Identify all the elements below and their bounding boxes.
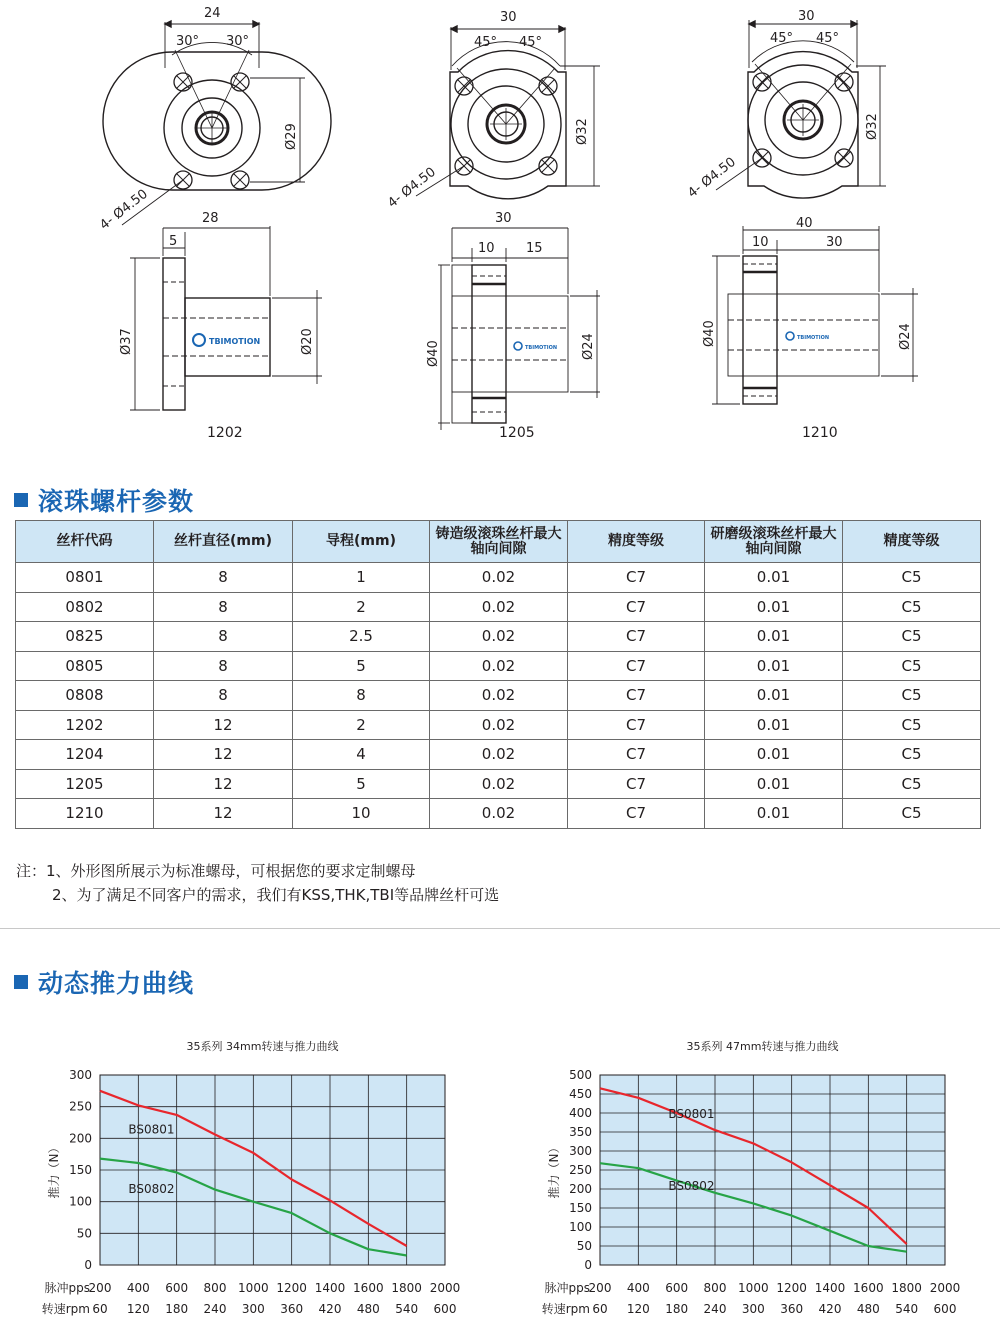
series-label: BS0801: [128, 1122, 175, 1137]
cell-diameter: 12: [154, 710, 293, 740]
y-tick-label: 350: [569, 1125, 592, 1139]
cell-diameter: 12: [154, 799, 293, 829]
ballscrew-spec-table: [15, 520, 981, 829]
dim-1210-angle-left: 45°: [770, 31, 794, 46]
cell-diameter: 8: [154, 622, 293, 652]
cell-code: 1205: [16, 769, 154, 799]
y-tick-label: 50: [576, 1239, 592, 1253]
y-tick-label: 100: [69, 1194, 92, 1209]
nut-1210-side-view: [712, 226, 918, 404]
x-tick-rpm: 420: [818, 1302, 842, 1316]
cell-ground-backlash: 0.01: [705, 740, 843, 770]
model-1210: 1210: [802, 425, 838, 441]
cell-lead: 10: [293, 799, 430, 829]
x-tick-pps: 1800: [391, 1281, 422, 1295]
x-tick-rpm: 360: [780, 1302, 804, 1316]
thrust-chart-34mm: [0, 1030, 500, 1322]
dim-1202-angle-left: 30°: [176, 34, 200, 49]
y-tick-label: 0: [84, 1258, 92, 1272]
table-body: [16, 563, 981, 829]
y-tick-label: 200: [69, 1131, 92, 1146]
section-title-thrust-curves: [14, 964, 194, 1000]
dim-1205-body: Ø24: [581, 333, 596, 360]
note-line-2: 2、为了满足不同客户的需求，我们有KSS,THK,TBI等品牌丝杆可选: [52, 886, 500, 904]
x-tick-rpm: 240: [203, 1302, 227, 1316]
dim-1210-body: Ø24: [898, 323, 913, 350]
dim-1205-body-len: 15: [526, 241, 543, 256]
dim-1202-outer: Ø37: [119, 328, 134, 355]
cell-diameter: 8: [154, 592, 293, 622]
dim-1210-length: 40: [796, 216, 813, 231]
cell-diameter: 8: [154, 563, 293, 593]
y-tick-label: 450: [569, 1087, 592, 1101]
thrust-chart-47mm: [500, 1030, 1000, 1322]
series-label: BS0802: [668, 1179, 715, 1194]
cell-rolled-backlash: 0.02: [430, 563, 568, 593]
cell-code: 0805: [16, 651, 154, 681]
chart-title: 35系列 34mm转速与推力曲线: [186, 1040, 339, 1053]
x-tick-rpm: 600: [433, 1302, 457, 1316]
cell-lead: 4: [293, 740, 430, 770]
y-tick-label: 100: [569, 1220, 592, 1234]
cell-lead: 5: [293, 651, 430, 681]
x-tick-rpm: 60: [92, 1302, 108, 1316]
cell-rolled-grade: C7: [568, 592, 705, 622]
cell-lead: 8: [293, 681, 430, 711]
dim-1210-body-len: 30: [826, 235, 843, 250]
cell-ground-backlash: 0.01: [705, 681, 843, 711]
cell-rolled-backlash: 0.02: [430, 622, 568, 652]
x-tick-pps: 1000: [738, 1281, 769, 1295]
nut-1202-side-view: [130, 226, 322, 410]
dim-1202-length: 28: [202, 211, 219, 226]
cell-rolled-grade: C7: [568, 740, 705, 770]
x-tick-pps: 2000: [929, 1281, 961, 1295]
cell-ground-grade: C5: [843, 622, 981, 652]
nut-1210-top-view: [716, 20, 886, 198]
dim-1210-pcd: Ø32: [865, 113, 880, 140]
cell-rolled-backlash: 0.02: [430, 681, 568, 711]
dim-1202-flange: 5: [169, 234, 178, 249]
cell-ground-grade: C5: [843, 799, 981, 829]
x-tick-pps: 800: [703, 1281, 727, 1295]
dim-1210-angle-right: 45°: [816, 31, 840, 46]
dim-1210-flange: 10: [752, 235, 769, 250]
y-tick-label: 200: [569, 1182, 592, 1196]
dim-1210-outer: Ø40: [702, 320, 717, 347]
cell-rolled-grade: C7: [568, 651, 705, 681]
x-tick-pps: 2000: [429, 1281, 461, 1295]
header-screw-code: 丝杆代码: [16, 521, 154, 563]
table-row: [16, 651, 981, 681]
dim-1205-angle-left: 45°: [474, 35, 498, 50]
cell-rolled-grade: C7: [568, 681, 705, 711]
x-tick-rpm: 480: [356, 1302, 380, 1316]
cell-ground-grade: C5: [843, 740, 981, 770]
x-tick-rpm: 180: [665, 1302, 689, 1316]
x-tick-pps: 1000: [238, 1281, 269, 1295]
cell-rolled-grade: C7: [568, 799, 705, 829]
table-row: [16, 799, 981, 829]
table-row: [16, 592, 981, 622]
dim-1205-pcd: Ø32: [575, 118, 590, 145]
cell-rolled-grade: C7: [568, 622, 705, 652]
x-tick-rpm: 480: [856, 1302, 880, 1316]
cell-rolled-backlash: 0.02: [430, 799, 568, 829]
x-tick-pps: 1200: [276, 1281, 307, 1295]
x-tick-rpm: 300: [241, 1302, 265, 1316]
cell-code: 1202: [16, 710, 154, 740]
table-row: [16, 769, 981, 799]
nut-1205-side-view: [438, 228, 600, 430]
y-axis-label: 推力（N）: [47, 1141, 61, 1199]
x-tick-pps: 1200: [776, 1281, 807, 1295]
x-tick-rpm: 180: [165, 1302, 189, 1316]
y-tick-label: 250: [569, 1163, 592, 1177]
cell-rolled-backlash: 0.02: [430, 592, 568, 622]
section-marker: [14, 493, 28, 507]
section-marker: [14, 975, 28, 989]
cell-ground-backlash: 0.01: [705, 769, 843, 799]
x-tick-rpm: 420: [318, 1302, 342, 1316]
note-line-1: 注：1、外形图所展示为标准螺母，可根据您的要求定制螺母: [16, 862, 416, 880]
cell-ground-grade: C5: [843, 651, 981, 681]
cell-code: 1210: [16, 799, 154, 829]
cell-ground-backlash: 0.01: [705, 592, 843, 622]
cell-lead: 2: [293, 710, 430, 740]
table-header-row: [16, 521, 981, 563]
x-tick-pps: 800: [203, 1281, 227, 1295]
x-axis-label-rpm: 转速rpm: [541, 1302, 590, 1316]
table-row: [16, 681, 981, 711]
cell-ground-backlash: 0.01: [705, 651, 843, 681]
cell-diameter: 8: [154, 651, 293, 681]
x-tick-rpm: 540: [895, 1302, 919, 1316]
cell-rolled-backlash: 0.02: [430, 740, 568, 770]
series-label: BS0801: [668, 1106, 715, 1121]
cell-rolled-grade: C7: [568, 769, 705, 799]
series-label: BS0802: [128, 1182, 175, 1197]
dim-1202-pcd: Ø29: [284, 123, 299, 150]
x-tick-pps: 1400: [814, 1281, 846, 1295]
cell-ground-grade: C5: [843, 563, 981, 593]
cell-ground-backlash: 0.01: [705, 563, 843, 593]
x-tick-pps: 600: [165, 1281, 189, 1295]
x-tick-rpm: 600: [933, 1302, 957, 1316]
x-tick-pps: 400: [126, 1281, 150, 1295]
table-row: [16, 710, 981, 740]
dim-1205-width: 30: [500, 10, 517, 25]
cell-ground-grade: C5: [843, 710, 981, 740]
nut-drawings: [0, 0, 1000, 460]
x-tick-rpm: 540: [395, 1302, 419, 1316]
x-tick-pps: 1600: [353, 1281, 384, 1295]
y-tick-label: 150: [69, 1163, 92, 1177]
cell-rolled-grade: C7: [568, 563, 705, 593]
x-tick-pps: 1400: [314, 1281, 346, 1295]
dim-1210-holes: 4- Ø4.50: [685, 154, 739, 202]
section-divider: [0, 928, 1000, 929]
cell-lead: 1: [293, 563, 430, 593]
cell-code: 1204: [16, 740, 154, 770]
logo-1205: TBIMOTION: [525, 345, 558, 351]
y-tick-label: 400: [569, 1106, 592, 1120]
dim-1210-width: 30: [798, 9, 815, 24]
cell-code: 0825: [16, 622, 154, 652]
x-tick-rpm: 360: [280, 1302, 304, 1316]
cell-ground-backlash: 0.01: [705, 622, 843, 652]
cell-rolled-backlash: 0.02: [430, 769, 568, 799]
cell-rolled-backlash: 0.02: [430, 710, 568, 740]
x-tick-rpm: 300: [741, 1302, 765, 1316]
header-rolled-backlash: 铸造级滚珠丝杆最大轴向间隙: [430, 521, 568, 563]
x-tick-pps: 1800: [891, 1281, 922, 1295]
dim-1205-holes: 4- Ø4.50: [385, 164, 439, 212]
x-axis-label-pps: 脉冲pps: [544, 1281, 590, 1295]
dim-1202-width: 24: [204, 6, 221, 21]
cell-ground-grade: C5: [843, 769, 981, 799]
y-tick-label: 0: [584, 1258, 592, 1272]
dim-1205-angle-right: 45°: [519, 35, 543, 50]
table-row: [16, 563, 981, 593]
cell-ground-backlash: 0.01: [705, 799, 843, 829]
header-screw-diameter: 丝杆直径(mm): [154, 521, 293, 563]
dim-1202-angle-right: 30°: [226, 34, 250, 49]
cell-code: 0808: [16, 681, 154, 711]
cell-code: 0801: [16, 563, 154, 593]
cell-ground-grade: C5: [843, 592, 981, 622]
y-axis-label: 推力（N）: [547, 1141, 561, 1199]
table-row: [16, 622, 981, 652]
cell-diameter: 12: [154, 769, 293, 799]
section-title-text: 动态推力曲线: [38, 969, 195, 998]
dim-1205-length: 30: [495, 211, 512, 226]
section-title-ballscrew-params: [14, 482, 194, 518]
header-lead: 导程(mm): [293, 521, 430, 563]
x-tick-rpm: 60: [592, 1302, 608, 1316]
dim-1205-flange: 10: [478, 241, 495, 256]
header-rolled-grade: 精度等级: [568, 521, 705, 563]
x-tick-rpm: 120: [126, 1302, 150, 1316]
cell-ground-backlash: 0.01: [705, 710, 843, 740]
cell-ground-grade: C5: [843, 681, 981, 711]
model-1205: 1205: [499, 425, 535, 441]
x-axis-label-pps: 脉冲pps: [44, 1281, 90, 1295]
cell-rolled-backlash: 0.02: [430, 651, 568, 681]
dim-1202-body: Ø20: [300, 328, 315, 355]
dim-1202-holes: 4- Ø4.50: [97, 186, 151, 234]
x-tick-pps: 200: [588, 1281, 612, 1295]
x-tick-pps: 1600: [853, 1281, 884, 1295]
nut-1205-top-view: [416, 26, 600, 199]
y-tick-label: 300: [569, 1144, 592, 1158]
y-tick-label: 300: [69, 1068, 92, 1082]
header-ground-backlash: 研磨级滚珠丝杆最大轴向间隙: [705, 521, 843, 563]
cell-code: 0802: [16, 592, 154, 622]
model-1202: 1202: [207, 425, 243, 441]
cell-lead: 2: [293, 592, 430, 622]
cell-rolled-grade: C7: [568, 710, 705, 740]
chart-title: 35系列 47mm转速与推力曲线: [686, 1040, 839, 1053]
logo-1202: TBIMOTION: [209, 337, 261, 346]
section-title-text: 滚珠螺杆参数: [38, 487, 195, 516]
x-tick-rpm: 120: [626, 1302, 650, 1316]
cell-diameter: 12: [154, 740, 293, 770]
y-tick-label: 50: [76, 1226, 92, 1241]
x-tick-pps: 600: [665, 1281, 689, 1295]
y-tick-label: 150: [569, 1201, 592, 1215]
x-tick-pps: 200: [88, 1281, 112, 1295]
x-tick-rpm: 240: [703, 1302, 727, 1316]
x-tick-pps: 400: [626, 1281, 650, 1295]
dim-1205-outer: Ø40: [426, 340, 441, 367]
table-row: [16, 740, 981, 770]
x-axis-label-rpm: 转速rpm: [41, 1302, 90, 1316]
cell-lead: 5: [293, 769, 430, 799]
logo-1210: TBIMOTION: [797, 335, 830, 341]
cell-lead: 2.5: [293, 622, 430, 652]
cell-diameter: 8: [154, 681, 293, 711]
header-ground-grade: 精度等级: [843, 521, 981, 563]
y-tick-label: 250: [69, 1099, 92, 1114]
y-tick-label: 500: [569, 1068, 592, 1082]
